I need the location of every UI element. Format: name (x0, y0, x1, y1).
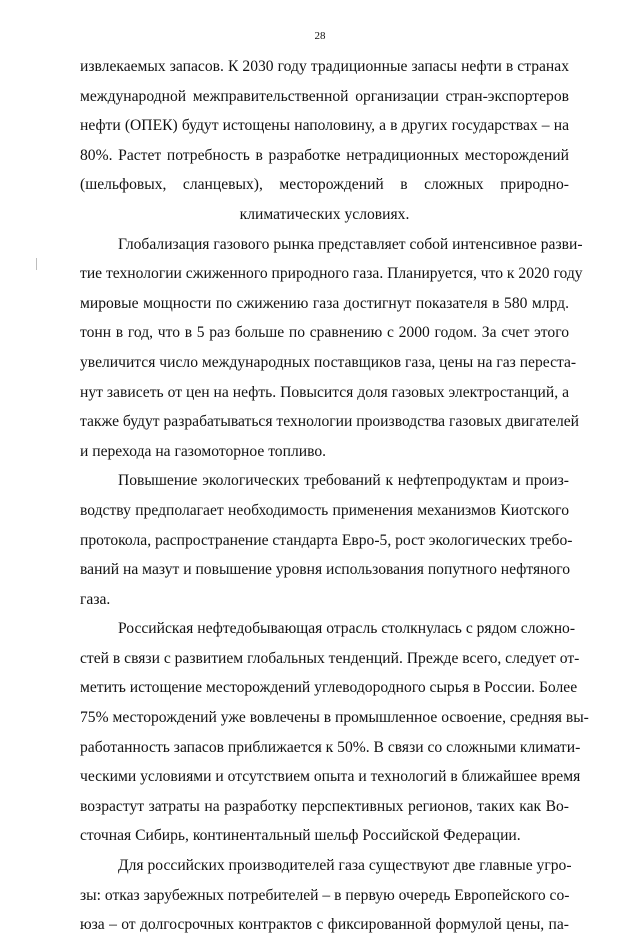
text-line: стей в связи с развитием глобальных тенденций. Прежде всего, следует от- (80, 649, 580, 667)
text-line: Российская нефтедобывающая отрасль столкнулась с рядом сложно- (118, 620, 576, 638)
paragraph (80, 52, 569, 230)
text-line: Глобализация газового рынка представляет собой интенсивное разви- (118, 235, 583, 253)
text-line: и перехода на газомоторное топливо. (80, 442, 327, 460)
text-line: международной межправительственной организации стран-экспортеров (80, 87, 569, 105)
text-line: работанность запасов приближается к 50%. В связи со сложными климати- (80, 738, 581, 756)
text-line: тие технологии сжиженного природного газа. Планируется, что к 2020 году (80, 265, 583, 283)
text-line: климатических условиях. (239, 205, 410, 223)
text-line: ваний на мазут и повышение уровня использования попутного нефтяного (80, 561, 571, 579)
text-line: Для российских производителей газа существуют две главные угро- (118, 857, 572, 875)
text-line: нефти (ОПЕК) будут истощены наполовину, а в других государствах – на (80, 117, 569, 135)
text-line: сточная Сибирь, континентальный шельф Российской Федерации. (80, 827, 521, 845)
body-text (80, 52, 589, 940)
text-line: возрастут затраты на разработку перспективных регионов, таких как Во- (80, 797, 569, 815)
paragraph (80, 466, 573, 614)
text-line: зы: отказ зарубежных потребителей – в первую очередь Европейского со- (80, 886, 570, 904)
paragraph (80, 230, 583, 467)
margin-mark (36, 258, 37, 270)
text-line: протокола, распространение стандарта Евро-5, рост экологических требо- (80, 531, 573, 549)
text-line: метить истощение месторождений углеводородного сырья в России. Более (80, 679, 578, 697)
text-line: водству предполагает необходимость применения механизмов Киотского (80, 501, 569, 519)
paragraph (80, 614, 589, 851)
text-line: ческими условиями и отсутствием опыта и технологий в ближайшее время (80, 768, 581, 786)
text-line: 75% месторождений уже вовлечены в промышленное освоение, средняя вы- (80, 709, 589, 727)
text-line: (шельфовых, сланцевых), месторождений в сложных природно- (80, 176, 569, 194)
text-line: извлекаемых запасов. К 2030 году традиционные запасы нефти в странах (80, 58, 569, 75)
text-line: также будут разрабатываться технологии производства газовых двигателей (80, 413, 579, 431)
text-line: увеличится число международных поставщиков газа, цены на газ переста- (80, 353, 577, 371)
text-line: мировые мощности по сжижению газа достигнут показателя в 580 млрд. (80, 294, 569, 312)
text-line: 80%. Растет потребность в разработке нетрадиционных месторождений (80, 146, 569, 164)
text-line: Повышение экологических требований к нефтепродуктам и произ- (118, 472, 569, 490)
text-line: юза – от долгосрочных контрактов с фиксированной формулой цены, па- (80, 916, 569, 934)
page-number: 28 (314, 30, 326, 42)
text-line: нут зависеть от цен на нефть. Повысится доля газовых электростанций, а (80, 383, 569, 401)
text-line: газа. (80, 590, 111, 608)
paragraph (80, 851, 572, 940)
text-line: тонн в год, что в 5 раз больше по сравнению с 2000 годом. За счет этого (80, 324, 569, 342)
